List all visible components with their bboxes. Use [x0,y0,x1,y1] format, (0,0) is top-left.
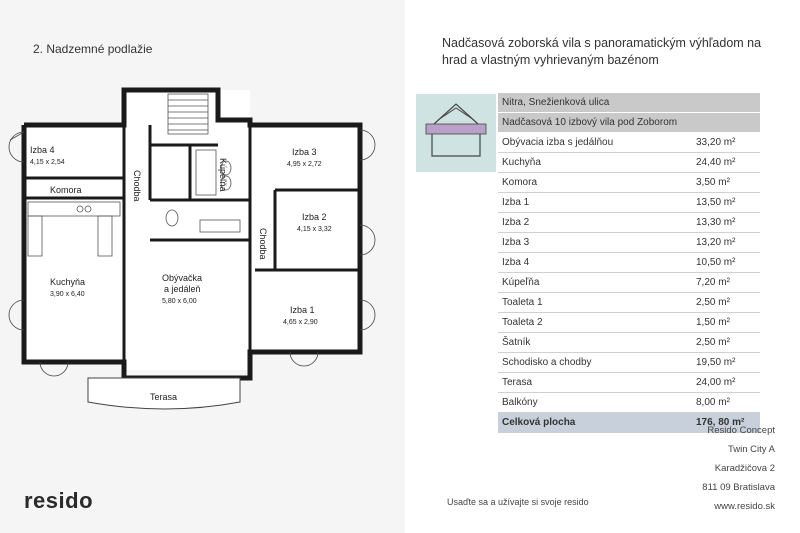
address-line: Karadžičova 2 [714,463,775,474]
plan-obyvacka-label1: Obývačka [162,273,203,283]
row-value: 24,00 m² [692,373,760,393]
row-value: 19,50 m² [692,353,760,373]
website-link[interactable]: www.resido.sk [714,501,775,512]
plan-izba1-label: Izba 1 [290,305,315,315]
row-value: 2,50 m² [692,333,760,353]
row-label: Izba 4 [498,253,692,273]
row-value: 2,50 m² [692,293,760,313]
table-row [498,373,760,393]
row-value: 13,30 m² [692,213,760,233]
row-label: Toaleta 1 [498,293,692,313]
plan-chodba2-label: Chodba [258,228,268,260]
row-value: 8,00 m² [692,393,760,413]
row-value: 13,20 m² [692,233,760,253]
table-row [498,393,760,413]
address-block [702,421,775,516]
area-table [498,93,760,433]
plan-terasa-label: Terasa [150,392,178,402]
table-row [498,193,760,213]
plan-izba4-dim: 4,15 x 2,54 [30,159,65,166]
total-value: 176, 80 m² [692,413,760,433]
row-value: 13,50 m² [692,193,760,213]
plan-komora-label: Komora [50,185,82,195]
address-line: Resido Concept [707,425,775,436]
floor-title: 2. Nadzemné podlažie [33,42,153,56]
table-row [498,273,760,293]
house-icon [416,94,496,172]
resido-logo: resido [24,488,94,513]
plan-kuchyna-dim: 3,90 x 6,40 [50,291,85,298]
row-value: 24,40 m² [692,153,760,173]
table-row [498,133,760,153]
row-label: Kúpeľňa [498,273,692,293]
plan-kupelna-label: Kúpeľňa [218,158,228,192]
row-value: 7,20 m² [692,273,760,293]
plan-izba3-label: Izba 3 [292,147,317,157]
headline: Nadčasová zoborská vila s panoramatickým výhľadom na hrad a vlastným vyhrievaným bazénom [442,36,762,67]
slogan: Usaďte sa a užívajte si svoje resido [447,497,589,507]
row-label: Izba 1 [498,193,692,213]
plan-obyvacka-dim: 5,80 x 6,00 [162,298,197,305]
plan-izba2-label: Izba 2 [302,212,327,222]
row-value: 33,20 m² [692,133,760,153]
address-line: 811 09 Bratislava [702,482,775,493]
plan-izba2-dim: 4,15 x 3,32 [297,226,332,233]
row-label: Obývacia izba s jedálňou [498,133,692,153]
table-row [498,333,760,353]
table-row [498,353,760,373]
table-header-location: Nitra, Snežienková ulica [498,93,760,113]
address-line: Twin City A [728,444,775,455]
plan-kuchyna-label: Kuchyňa [50,277,86,287]
table-row [498,313,760,333]
table-row [498,213,760,233]
row-label: Izba 3 [498,233,692,253]
plan-izba4-label: Izba 4 [30,145,55,155]
plan-obyvacka-label2: a jedáleň [164,284,201,294]
row-label: Izba 2 [498,213,692,233]
row-label: Schodisko a chodby [498,353,692,373]
plan-izba1-dim: 4,65 x 2,90 [283,319,318,326]
row-label: Terasa [498,373,692,393]
row-label: Toaleta 2 [498,313,692,333]
table-header-title: Nadčasová 10 izbový vila pod Zoborom [498,113,760,133]
row-label: Kuchyňa [498,153,692,173]
plan-izba3-dim: 4,95 x 2,72 [287,161,322,168]
table-row [498,253,760,273]
row-value: 10,50 m² [692,253,760,273]
table-row [498,293,760,313]
row-value: 3,50 m² [692,173,760,193]
row-value: 1,50 m² [692,313,760,333]
row-label: Šatník [498,333,692,353]
table-row [498,153,760,173]
row-label: Balkóny [498,393,692,413]
floor-plan [0,80,405,420]
table-row [498,233,760,253]
plan-chodba-label: Chodba [132,170,142,202]
row-label: Komora [498,173,692,193]
table-row [498,173,760,193]
total-label: Celková plocha [498,413,692,433]
